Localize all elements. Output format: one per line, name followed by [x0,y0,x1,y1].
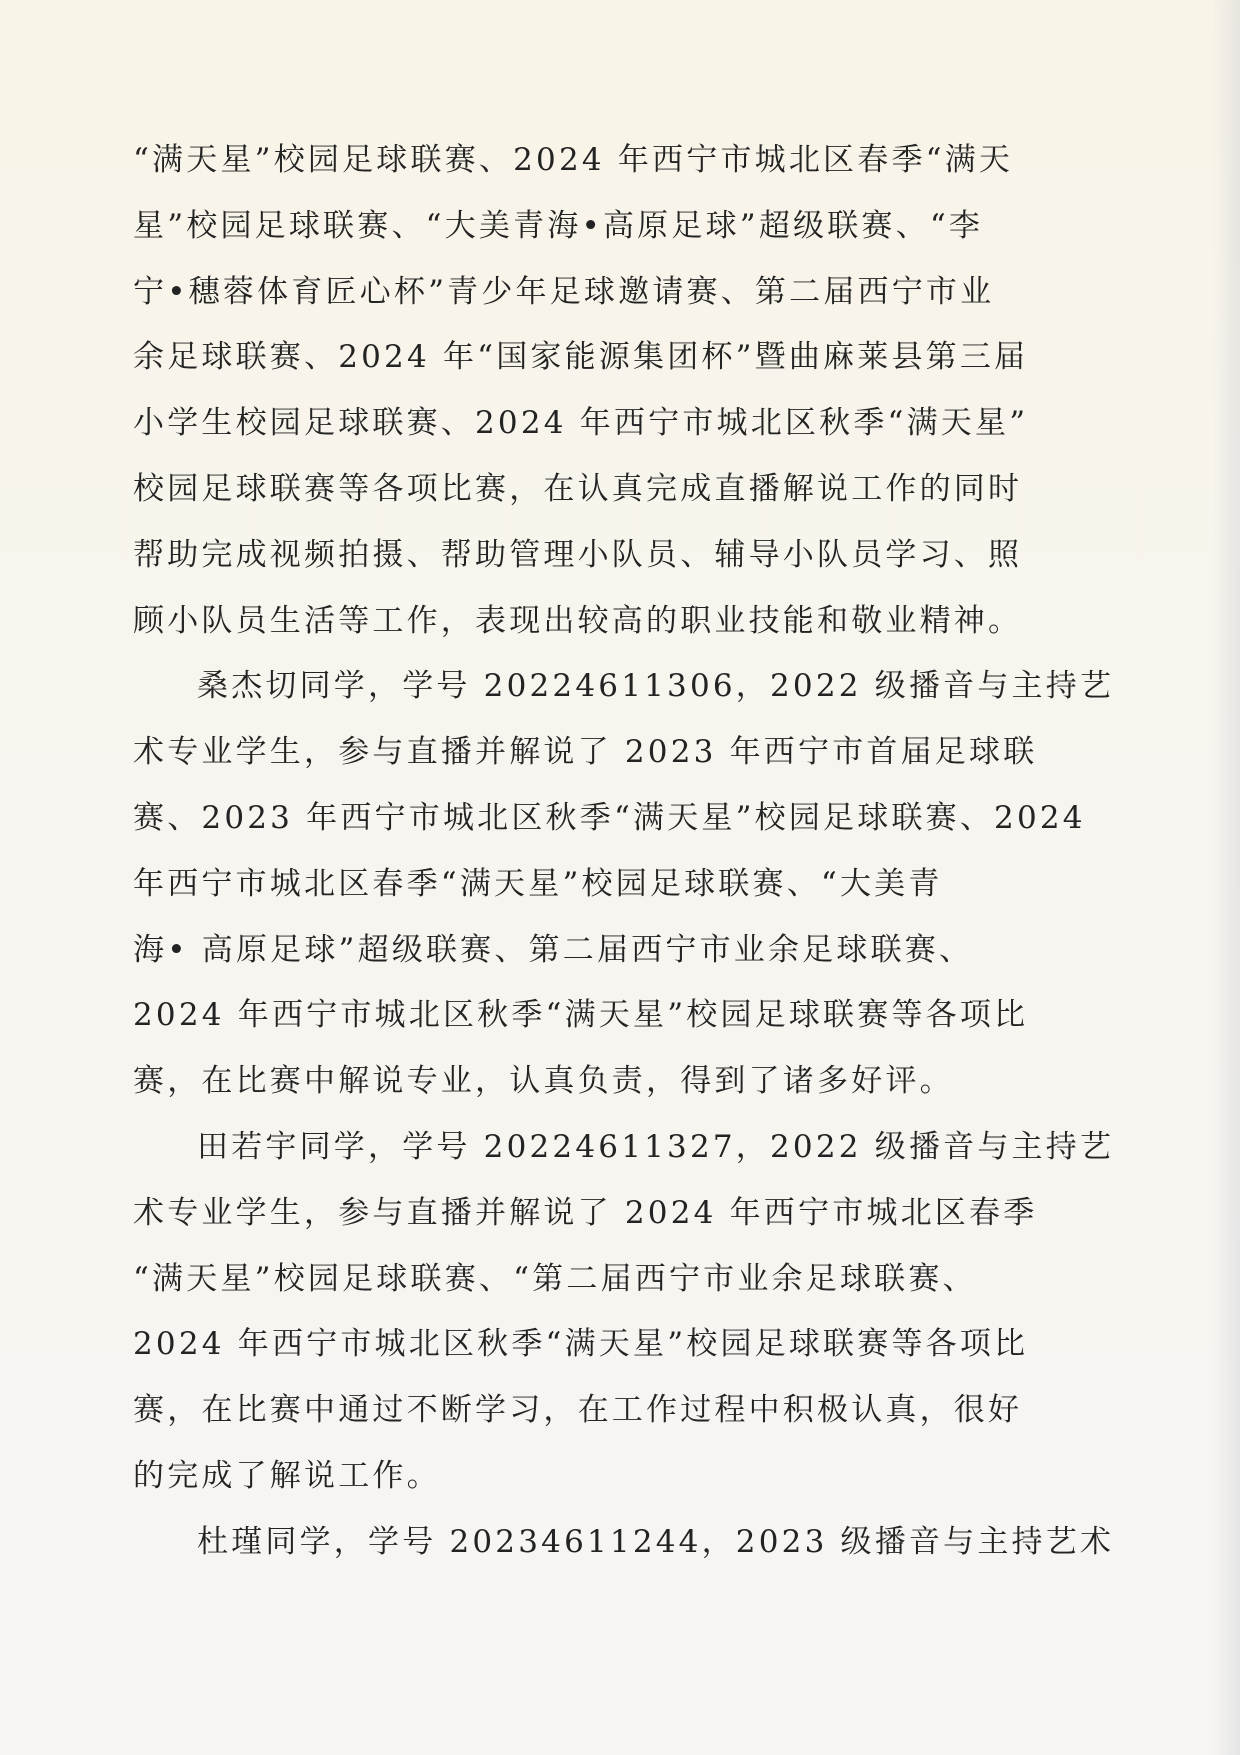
text-line: 小学生校园足球联赛、2024 年西宁市城北区秋季“满天星” [133,405,1029,442]
text-line: 年西宁市城北区春季“满天星”校园足球联赛、“大美青 [133,865,943,902]
text-line: 顾小队员生活等工作，表现出较高的职业技能和敬业精神。 [133,602,1023,639]
paragraph-tianruoyu [133,1115,1115,1510]
text-line: 2024 年西宁市城北区秋季“满天星”校园足球联赛等各项比 [133,997,1029,1034]
text-line: 杜瑾同学，学号 20234611244，2023 级播音与主持艺术 [197,1523,1115,1560]
text-line: 赛，在比赛中解说专业，认真负责，得到了诸多好评。 [133,1063,954,1100]
text-line: “满天星”校园足球联赛、2024 年西宁市城北区春季“满天 [133,142,1014,178]
paragraph-dujin [133,1510,1115,1576]
document-body [133,128,1115,1576]
text-line: 田若宇同学，学号 20224611327，2022 级播音与主持艺 [197,1128,1115,1165]
text-line: 术专业学生，参与直播并解说了 2024 年西宁市城北区春季 [133,1194,1038,1231]
text-line: 宁•穗蓉体育匠心杯”青少年足球邀请赛、第二届西宁市业 [133,273,995,310]
text-line: 术专业学生，参与直播并解说了 2023 年西宁市首届足球联 [133,734,1038,771]
text-line: 校园足球联赛等各项比赛，在认真完成直播解说工作的同时 [133,470,1023,507]
text-line: 赛，在比赛中通过不断学习，在工作过程中积极认真，很好 [133,1392,1023,1429]
paragraph-sangjieqie [133,654,1115,1115]
text-line: 海• 高原足球”超级联赛、第二届西宁市业余足球联赛、 [133,931,974,968]
text-line: 余足球联赛、2024 年“国家能源集团杯”暨曲麻莱县第三届 [133,339,1029,376]
text-line: 2024 年西宁市城北区秋季“满天星”校园足球联赛等各项比 [133,1326,1029,1363]
text-line: 帮助完成视频拍摄、帮助管理小队员、辅导小队员学习、照 [133,536,1023,573]
text-line: 的完成了解说工作。 [133,1457,441,1494]
text-line: 星”校园足球联赛、“大美青海•高原足球”超级联赛、“李 [133,207,984,244]
text-line: 赛、2023 年西宁市城北区秋季“满天星”校园足球联赛、2024 [133,799,1086,836]
paragraph-continuation [133,128,1033,654]
text-line: “满天星”校园足球联赛、“第二届西宁市业余足球联赛、 [133,1260,977,1297]
text-line: 桑杰切同学，学号 20224611306，2022 级播音与主持艺 [197,668,1115,705]
